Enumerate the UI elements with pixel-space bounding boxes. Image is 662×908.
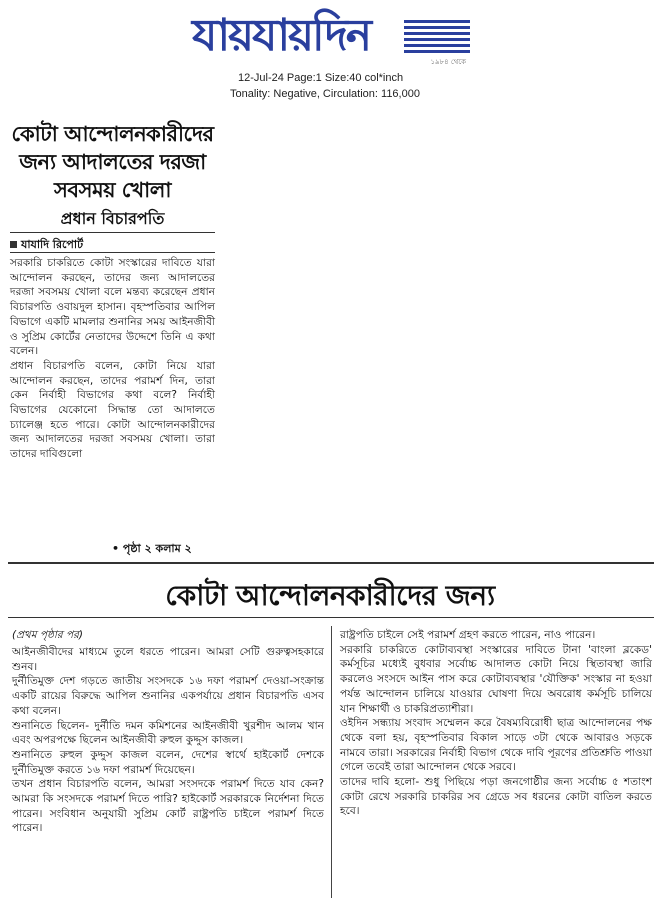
clipping-meta-line2: Tonality: Negative, Circulation: 116,000	[230, 88, 420, 100]
clipping-meta-line1: 12-Jul-24 Page:1 Size:40 col*inch	[238, 72, 404, 84]
divider	[8, 617, 654, 618]
continuation-paragraph: দুর্নীতিমুক্ত দেশ গড়তে জাতীয় সংসদকে ১৬ দফা পরামর্শ দেওয়া-সংক্রান্ত একটি রায়ের বিরুদ্ধে আপিল শুনানির একপর্যায়ে প্রধান বিচারপতি এসব কথা বলেন।	[12, 675, 324, 717]
jump-reference: • পৃষ্ঠা ২ কলাম ২	[112, 542, 192, 555]
continuation-paragraph: ওইদিন সন্ধ্যায় সংবাদ সম্মেলন করে বৈষম্যবিরোধী ছাত্র আন্দোলনের পক্ষ থেকে বলা হয়, বৃহস্পতিবার বিকাল সাড়ে ৩টা থেকে আবারও সড়কে নামবে তারা। সরকারের নির্বাহী বিভাগ থেকে দাবি পূরণের প্রতিশ্রুতি পাওয়া গেলে তবেই তারা আন্দোলন থেকে সরবে।	[340, 717, 652, 774]
masthead-logo-text: যায়যায়দিন	[192, 10, 371, 61]
headline-line: সবসময় খোলা	[54, 178, 171, 202]
reporter-name: যাযাদি রিপোর্ট	[21, 238, 84, 251]
masthead-stripes	[404, 20, 470, 58]
continuation-paragraph: সরকারি চাকরিতে কোটাব্যবস্থা সংস্কারের দাবিতে টানা 'বাংলা ব্লকেড' কর্মসূচির মধ্যেই বুধবার সর্বোচ্চ আদালত কোটা নিয়ে স্থিতাবস্থা জারি করলেও সংসদে আইন পাস করে কোটাব্যবস্থার 'যৌক্তিক' সংস্কার না হওয়া পর্যন্ত আন্দোলন চালিয়ে যাওয়ার ঘোষণা দিয়ে অবরোধ কর্মসূচি চালিয়ে যান শিক্ষার্থী ও চাকরিপ্রত্যাশীরা।	[340, 643, 652, 715]
continuation-paragraph: শুনানিতে রুহুল কুদ্দুস কাজল বলেন, দেশের স্বার্থে হাইকোর্ট দেশকে দুর্নীতিমুক্ত করতে ১৬ দফা পরামর্শ দিয়েছেন।	[12, 748, 324, 776]
masthead-tagline: ১৯৮৪ থেকে	[430, 58, 466, 66]
divider	[10, 232, 215, 233]
divider	[8, 562, 654, 564]
continuation-paragraph: রাষ্ট্রপতি চাইলে সেই পরামর্শ গ্রহণ করতে পারেন, নাও পারেন।	[340, 629, 596, 641]
continuation-paragraph: তখন প্রধান বিচারপতি বলেন, আমরা সংসদকে পরামর্শ দিতে যাব কেন? আমরা কি সংসদকে পরামর্শ দিতে পারি? হাইকোর্ট সরকারকে নির্দেশনা দিতে পারেন। সংবিধান অনুযায়ী সুপ্রিম কোর্ট রাষ্ট্রপতি চাইলে পরামর্শ দিতে পারেন।	[12, 778, 324, 835]
article-paragraph: সরকারি চাকরিতে কোটা সংস্কারের দাবিতে যারা আন্দোলন করছেন, তাদের জন্য আদালতের দরজা সবসময় খোলা বলে মন্তব্য করেছেন প্রধান বিচারপতি ওবায়দুল হাসান। বৃহস্পতিবার আপিল বিভাগে একটি মামলার শুনানির সময় আইনজীবী ও সুপ্রিম কোর্টের নেতাদের উদ্দেশে তিনি এ কথা বলেন।	[10, 257, 215, 358]
article-paragraph: প্রধান বিচারপতি বলেন, কোটা নিয়ে যারা আন্দোলন করছেন, তাদের পরামর্শ দিন, তারা কেন নির্বাহী বিভাগের কথা বলে? নির্বাহী বিভাগের যেকোনো সিদ্ধান্ত তো আদালতে চ্যালেঞ্জ হতে পারে। কোটা আন্দোলনকারীদের জন্য আদালতের দরজা সবসময় খোলা। তারা তাদের দাবিগুলো	[10, 359, 215, 461]
headline-line: কোটা আন্দোলনকারীদের	[11, 122, 214, 146]
article-subhead: প্রধান বিচারপতি	[60, 209, 165, 228]
continuation-paragraph: আইনজীবীদের মাধ্যমে তুলে ধরতে পারেন। আমরা সেটি গুরুত্বসহকারে শুনব।	[12, 646, 324, 673]
continuation-right-column	[340, 628, 652, 819]
article-body	[10, 256, 215, 462]
column-divider	[331, 626, 332, 898]
square-bullet-icon	[10, 241, 17, 248]
continuation-left-column	[12, 645, 324, 836]
article-headline	[10, 120, 215, 204]
continuation-banner: কোটা আন্দোলনকারীদের জন্য	[165, 579, 495, 612]
headline-line: জন্য আদালতের দরজা	[19, 150, 206, 174]
continuation-paragraph: শুনানিতে ছিলেন- দুর্নীতি দমন কমিশনের আইনজীবী খুরশীদ আলম খান এবং অপরপক্ষে ছিলেন আইনজীবী রুহুল কুদ্দুস কাজল।	[12, 719, 324, 747]
continuation-label: (প্রথম পৃষ্ঠার পর)	[12, 629, 84, 641]
newspaper-masthead	[192, 8, 472, 64]
divider	[10, 252, 215, 253]
continuation-paragraph: তাদের দাবি হলো- শুধু পিছিয়ে পড়া জনগোষ্ঠীর জন্য সর্বোচ্চ ৫ শতাংশ কোটা রেখে সরকারি চাকরির সব গ্রেডে সব ধরনের কোটা বাতিল করতে হবে।	[340, 776, 652, 818]
